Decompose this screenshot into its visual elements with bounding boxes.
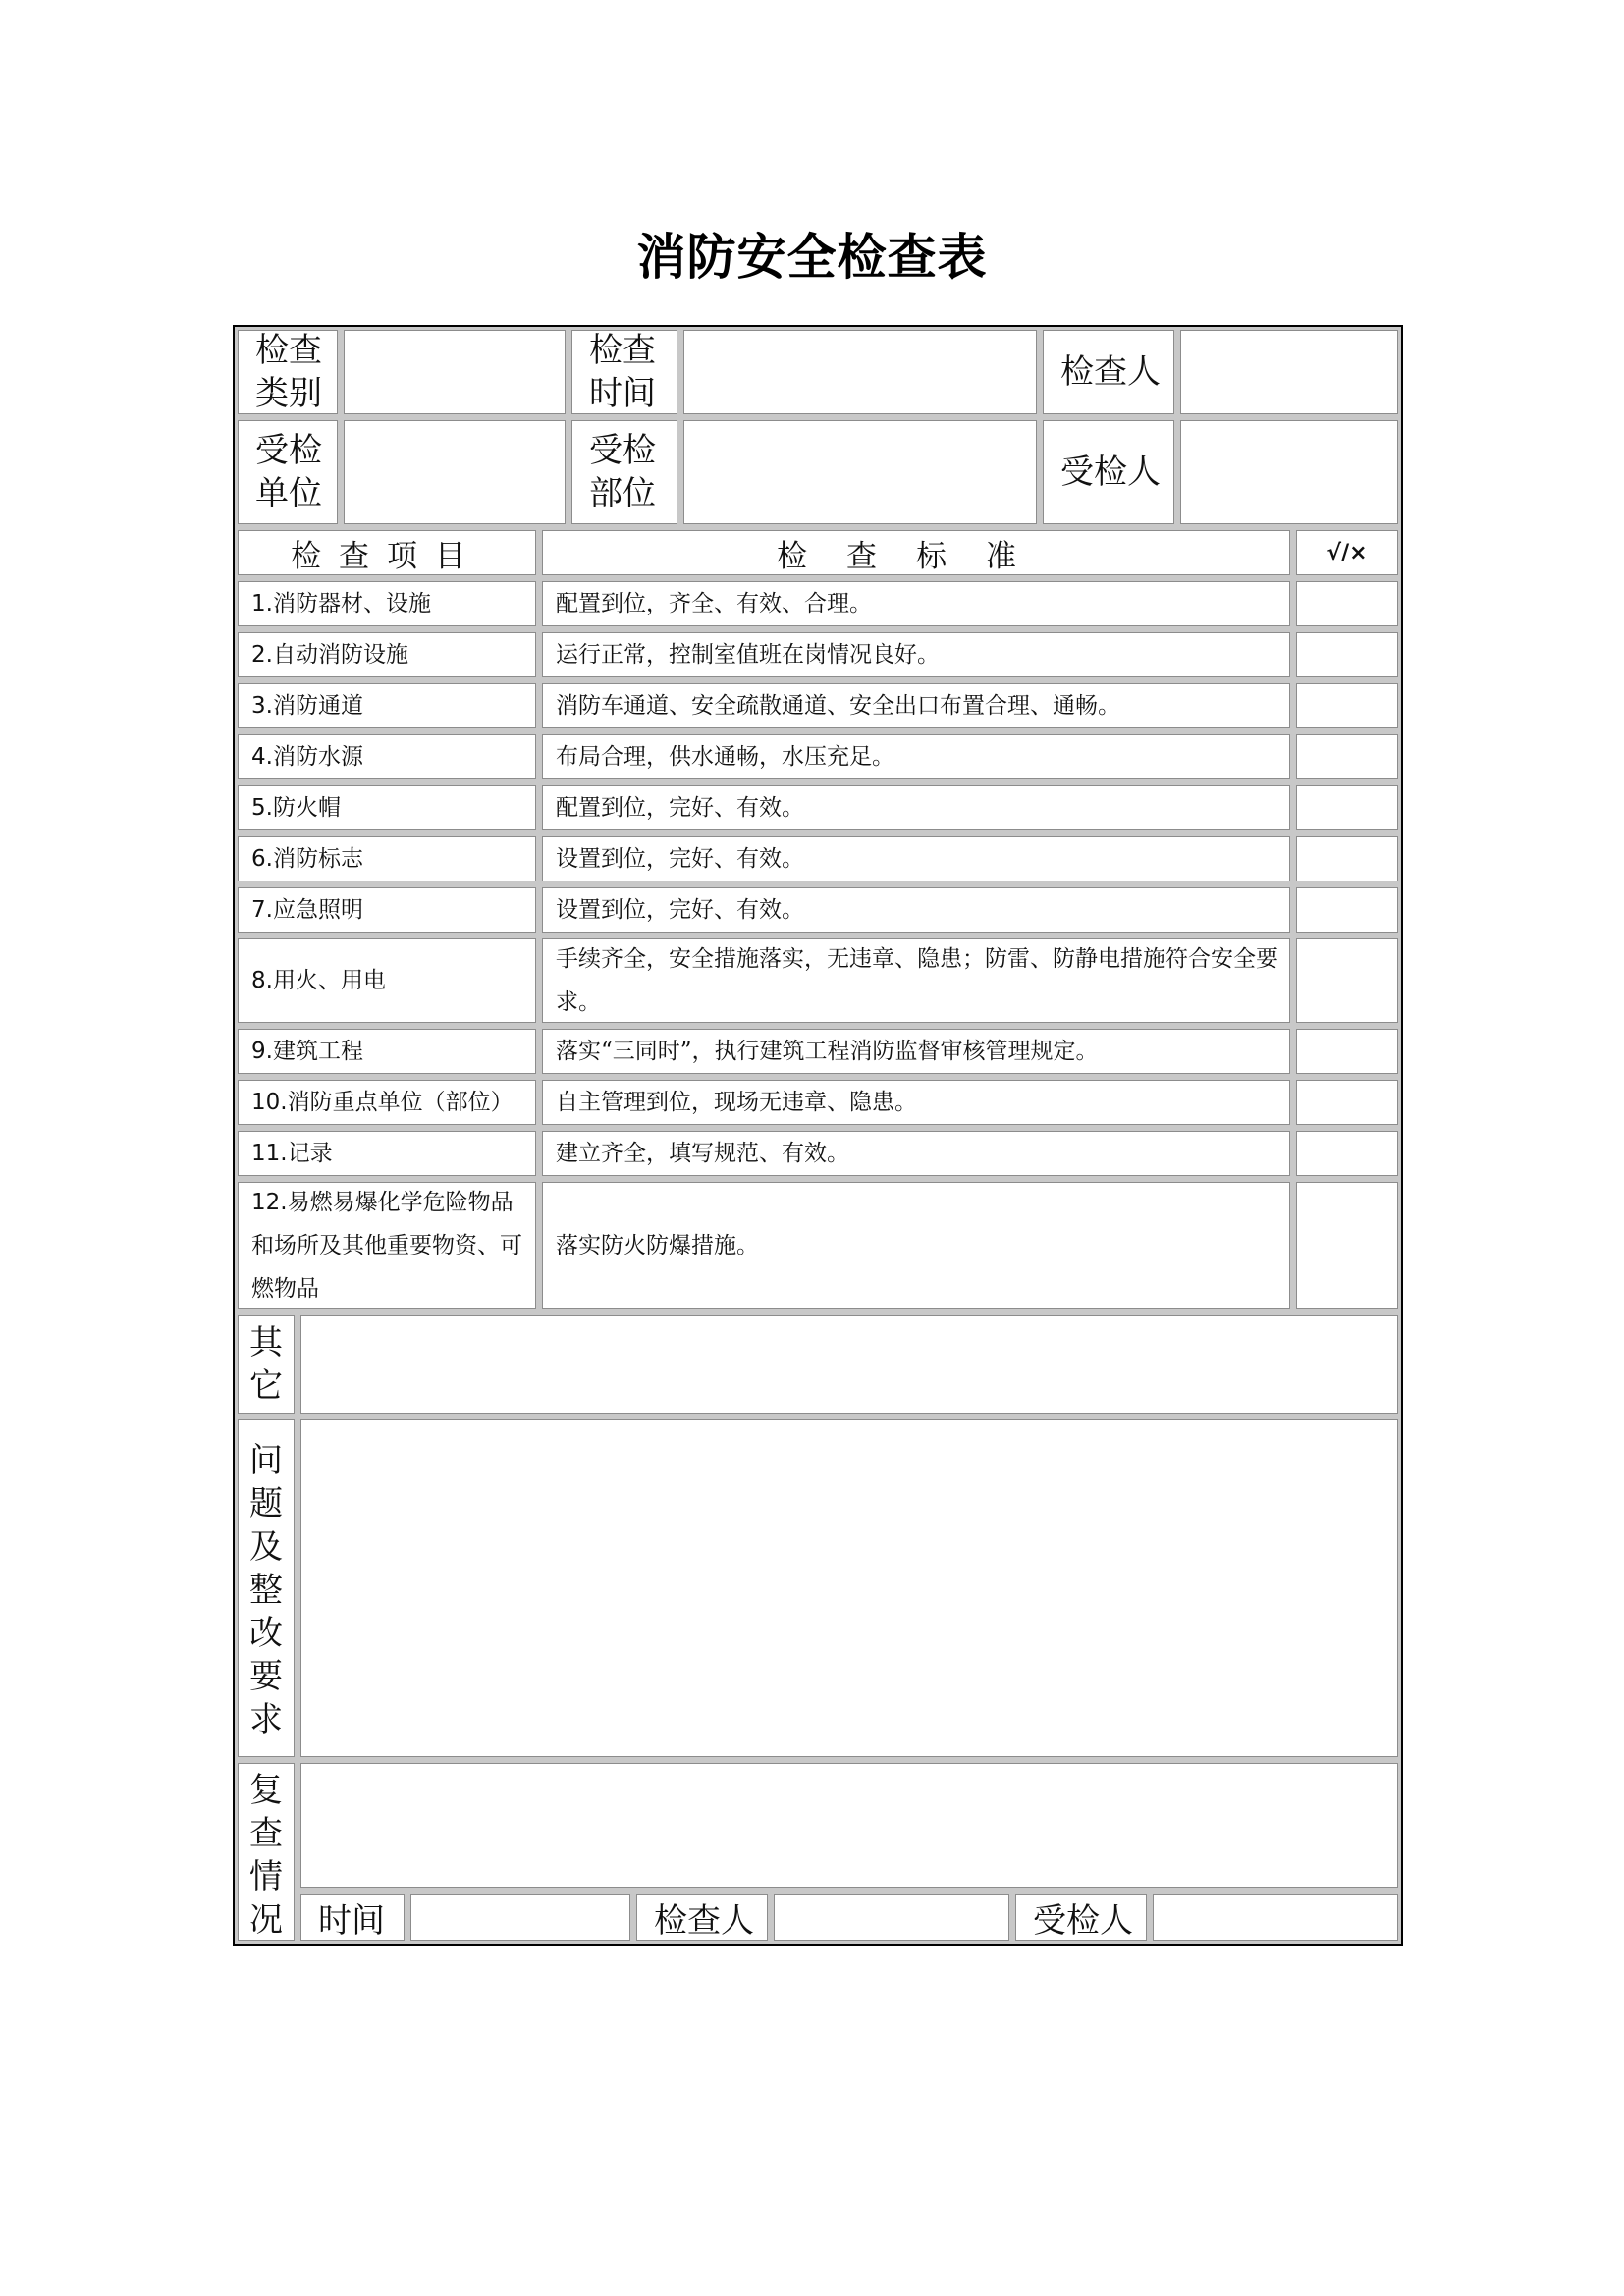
table-row-standard: 落实“三同时”，执行建筑工程消防监督审核管理规定。 bbox=[539, 1026, 1293, 1077]
table-row-standard: 配置到位，齐全、有效、合理。 bbox=[539, 578, 1293, 629]
table-row-mark-field[interactable] bbox=[1293, 884, 1401, 935]
table-row-standard: 设置到位，完好、有效。 bbox=[539, 884, 1293, 935]
check-time-field[interactable] bbox=[680, 327, 1040, 417]
table-row-item: 5.防火帽 bbox=[235, 782, 539, 833]
table-row-standard: 建立齐全，填写规范、有效。 bbox=[539, 1128, 1293, 1179]
footer-time-field[interactable] bbox=[407, 1891, 633, 1944]
table-row-mark-field[interactable] bbox=[1293, 1179, 1401, 1312]
footer-inspector-field[interactable] bbox=[771, 1891, 1012, 1944]
table-row-item: 7.应急照明 bbox=[235, 884, 539, 935]
table-row-item: 10.消防重点单位（部位） bbox=[235, 1077, 539, 1128]
other-field[interactable] bbox=[298, 1312, 1401, 1416]
table-row-standard: 消防车通道、安全疏散通道、安全出口布置合理、通畅。 bbox=[539, 680, 1293, 731]
check-time-label: 检查时间 bbox=[568, 327, 680, 417]
table-row-mark-field[interactable] bbox=[1293, 782, 1401, 833]
review-field[interactable] bbox=[298, 1760, 1401, 1891]
table-row-item: 6.消防标志 bbox=[235, 833, 539, 884]
table-row-mark-field[interactable] bbox=[1293, 1026, 1401, 1077]
issues-label: 问题及整改要求 bbox=[235, 1416, 298, 1760]
footer-inspectee-label: 受检人 bbox=[1012, 1891, 1150, 1944]
table-row-mark-field[interactable] bbox=[1293, 629, 1401, 680]
table-row-mark-field[interactable] bbox=[1293, 680, 1401, 731]
check-type-label: 检查类别 bbox=[235, 327, 341, 417]
inspectee-label: 受检人 bbox=[1040, 417, 1177, 527]
table-row-mark-field[interactable] bbox=[1293, 1128, 1401, 1179]
table-row-item: 8.用火、用电 bbox=[235, 935, 539, 1026]
table-row-mark-field[interactable] bbox=[1293, 578, 1401, 629]
inspected-dept-field[interactable] bbox=[680, 417, 1040, 527]
table-row-mark-field[interactable] bbox=[1293, 833, 1401, 884]
table-row-standard: 布局合理，供水通畅，水压充足。 bbox=[539, 731, 1293, 782]
table-row-item: 11.记录 bbox=[235, 1128, 539, 1179]
table-row-item: 1.消防器材、设施 bbox=[235, 578, 539, 629]
table-row-item: 4.消防水源 bbox=[235, 731, 539, 782]
inspection-form bbox=[233, 325, 1403, 1946]
inspector-label: 检查人 bbox=[1040, 327, 1177, 417]
table-row-standard: 运行正常，控制室值班在岗情况良好。 bbox=[539, 629, 1293, 680]
footer-time-label: 时间 bbox=[298, 1891, 407, 1944]
inspector-field[interactable] bbox=[1177, 327, 1401, 417]
table-row-item: 2.自动消防设施 bbox=[235, 629, 539, 680]
column-header-mark: √/× bbox=[1293, 527, 1401, 578]
inspectee-field[interactable] bbox=[1177, 417, 1401, 527]
table-row-standard: 手续齐全，安全措施落实，无违章、隐患；防雷、防静电措施符合安全要求。 bbox=[539, 935, 1293, 1026]
table-row-item: 9.建筑工程 bbox=[235, 1026, 539, 1077]
table-row-mark-field[interactable] bbox=[1293, 935, 1401, 1026]
table-row-standard: 配置到位，完好、有效。 bbox=[539, 782, 1293, 833]
inspected-unit-field[interactable] bbox=[341, 417, 568, 527]
table-row-item: 12.易燃易爆化学危险物品和场所及其他重要物资、可燃物品 bbox=[235, 1179, 539, 1312]
issues-field[interactable] bbox=[298, 1416, 1401, 1760]
table-row-mark-field[interactable] bbox=[1293, 731, 1401, 782]
check-type-field[interactable] bbox=[341, 327, 568, 417]
table-row-standard: 落实防火防爆措施。 bbox=[539, 1179, 1293, 1312]
table-row-standard: 设置到位，完好、有效。 bbox=[539, 833, 1293, 884]
table-row-mark-field[interactable] bbox=[1293, 1077, 1401, 1128]
footer-inspectee-field[interactable] bbox=[1150, 1891, 1401, 1944]
column-header-standard: 检查标准 bbox=[539, 527, 1293, 578]
page-title: 消防安全检查表 bbox=[636, 229, 988, 286]
footer-inspector-label: 检查人 bbox=[633, 1891, 771, 1944]
review-label: 复查情况 bbox=[235, 1760, 298, 1944]
column-header-item: 检查项目 bbox=[235, 527, 539, 578]
table-row-item: 3.消防通道 bbox=[235, 680, 539, 731]
inspected-unit-label: 受检单位 bbox=[235, 417, 341, 527]
inspected-dept-label: 受检部位 bbox=[568, 417, 680, 527]
table-row-standard: 自主管理到位，现场无违章、隐患。 bbox=[539, 1077, 1293, 1128]
other-label: 其它 bbox=[235, 1312, 298, 1416]
